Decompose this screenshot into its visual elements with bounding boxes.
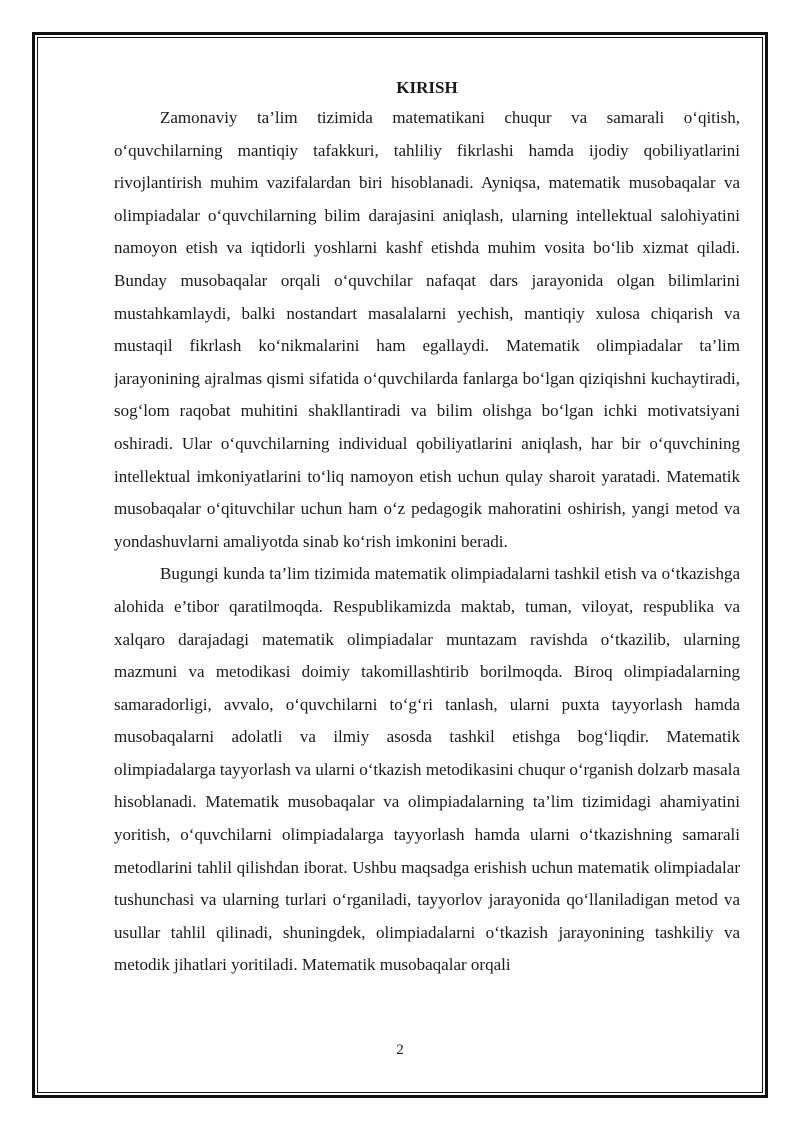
page-number: 2 <box>396 1042 404 1058</box>
paragraph-container <box>114 102 740 982</box>
paragraph-1: Zamonaviy ta’lim tizimida matematikani chuqur va samarali o‘qitish, o‘quvchilarning mantiqiy tafakkuri, tahliliy fikrlashi hamda ijodiy qobiliyatlarini rivojlantirish muhim vazifalardan biri hisoblanadi. Ayniqsa, matematik musobaqalar va olimpiadalar o‘quvchilarning bilim darajasini aniqlash, ularning intellektual salohiyatini namoyon etish va iqtidorli yoshlarni kashf etishda muhim vosita bo‘lib xizmat qiladi. Bunday musobaqalar orqali o‘quvchilar nafaqat dars jarayonida olgan bilimlarini mustahkamlaydi, balki nostandart masalalarni yechish, mantiqiy xulosa chiqarish va mustaqil fikrlash ko‘nikmalarini ham egallaydi. Matematik olimpiadalar ta’lim jarayonining ajralmas qismi sifatida o‘quvchilarda fanlarga bo‘lgan qiziqishni kuchaytiradi, sog‘lom raqobat muhitini shakllantiradi va bilim olishga bo‘lgan ichki motivatsiyani oshiradi. Ular o‘quvchilarning individual qobiliyatlarini aniqlash, har bir o‘quvchining intellektual imkoniyatlarini to‘liq namoyon etish uchun qulay sharoit yaratadi. Matematik musobaqalar o‘qituvchilar uchun ham o‘z pedagogik mahoratini oshirish, yangi metod va yondashuvlarni amaliyotda sinab ko‘rish imkonini beradi. <box>114 108 740 551</box>
paragraph-2: Bugungi kunda ta’lim tizimida matematik olimpiadalarni tashkil etish va o‘tkazishga alohida e’tibor qaratilmoqda. Respublikamizda maktab, tuman, viloyat, respublika va xalqaro darajadagi matematik olimpiadalar muntazam ravishda o‘tkazilib, ularning mazmuni va metodikasi doimiy takomillashtirib borilmoqda. Biroq olimpiadalarning samaradorligi, avvalo, o‘quvchilarni to‘g‘ri tanlash, ularni puxta tayyorlash hamda musobaqalarni adolatli va ilmiy asosda tashkil etishga bog‘liqdir. Matematik olimpiadalarga tayyorlash va ularni o‘tkazish metodikasini chuqur o‘rganish dolzarb masala hisoblanadi. Matematik musobaqalar va olimpiadalarning ta’lim tizimidagi ahamiyatini yoritish, o‘quvchilarni olimpiadalarga tayyorlash hamda ularni o‘tkazishning samarali metodlarini tahlil qilishdan iborat. Ushbu maqsadga erishish uchun matematik olimpiadalar tushunchasi va ularning turlari o‘rganiladi, tayyorlov jarayonida qo‘llaniladigan metod va usullar tahlil qilinadi, shuningdek, olimpiadalarni o‘tkazish jarayonining tashkiliy va metodik jihatlari yoritiladi. Matematik musobaqalar orqali <box>114 564 740 975</box>
section-title: KIRISH <box>396 78 458 97</box>
document-body <box>114 74 740 982</box>
